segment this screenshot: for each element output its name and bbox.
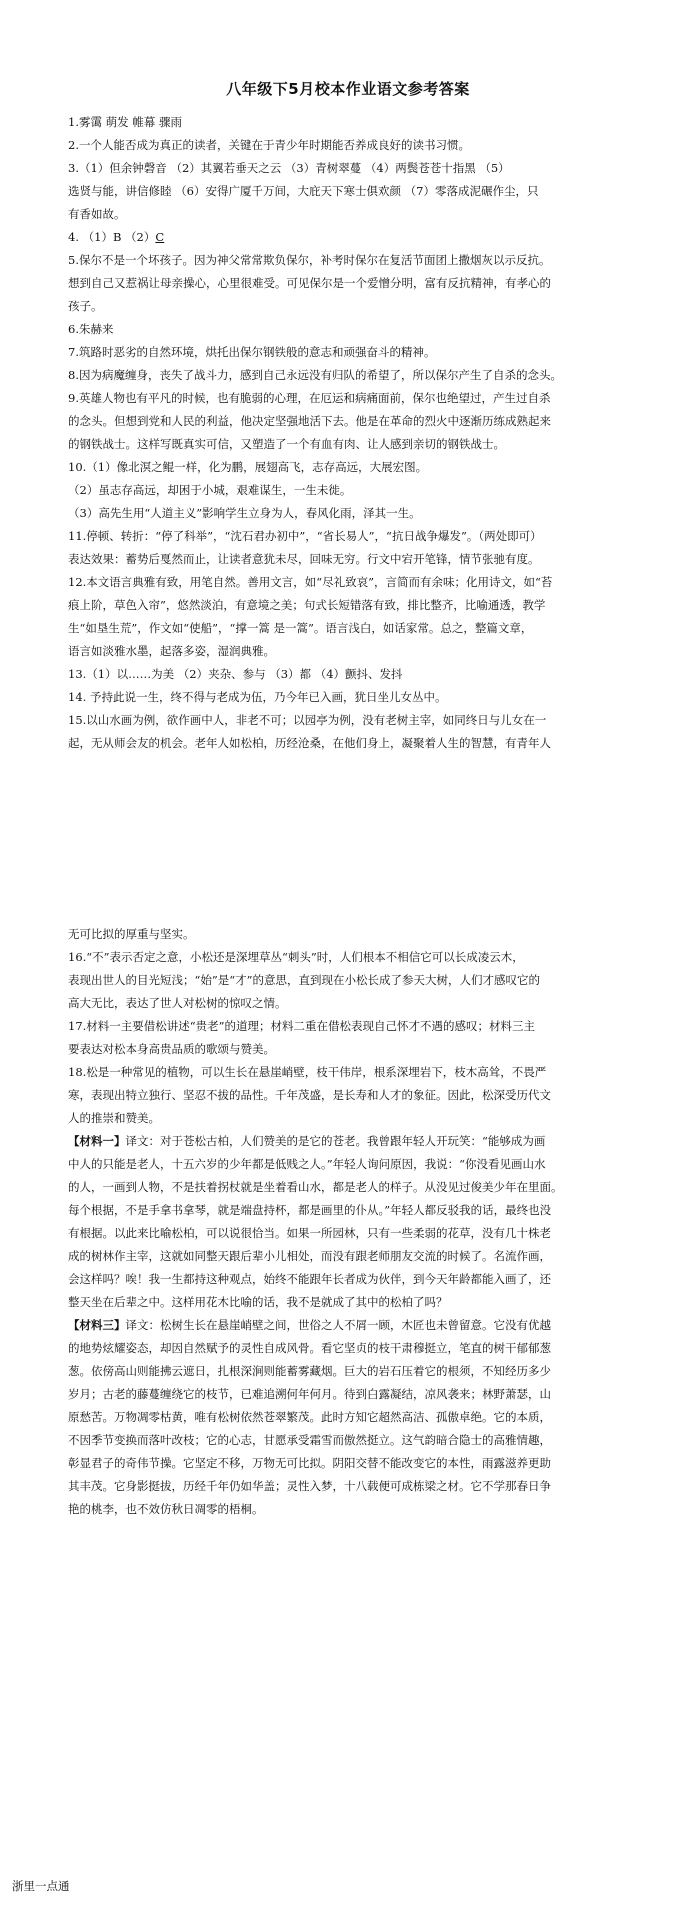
answer-15-line-1: 15.以山水画为例，欲作画中人，非老不可；以园亭为例，没有老树主宰，如同终日与儿女在一 xyxy=(68,713,547,727)
material-1-line-3: 的人，一画到人物，不是扶着拐杖就是坐着看山水，都是老人的样子。从没见过俊美少年在里面。 xyxy=(68,1180,563,1194)
answer-12-line-2: 痕上阶，草色入帘”，悠然淡泊，有意境之美；句式长短错落有致，排比整齐，比喻通透，教学 xyxy=(68,598,546,612)
answer-12-line-1: 12.本文语言典雅有致，用笔自然。善用文言，如“尽礼致哀”，言简而有余味；化用诗文，如“苔 xyxy=(68,575,553,589)
answer-10-line-1: 10.（1）像北溟之鲲一样，化为鹏，展翅高飞，志存高远，大展宏图。 xyxy=(68,460,428,474)
answer-11-line-2: 表达效果：蓄势后戛然而止，让读者意犹未尽，回味无穷。行文中宕开笔锋，情节张驰有度。 xyxy=(68,552,540,566)
answer-9-line-3: 的钢铁战士。这样写既真实可信，又塑造了一个有血有肉、让人感到亲切的钢铁战士。 xyxy=(68,437,505,451)
answer-9-line-1: 9.英雄人物也有平凡的时候，也有脆弱的心理，在厄运和病痛面前，保尔也绝望过，产生过自杀 xyxy=(68,391,551,405)
answer-8: 8.因为病魔缠身，丧失了战斗力，感到自己永远没有归队的希望了，所以保尔产生了自杀的念头。 xyxy=(68,368,562,382)
material-3-line-2: 的地势炫耀姿态，却因自然赋予的灵性自成风骨。看它坚贞的枝干肃穆挺立，笔直的树干郁郁葱 xyxy=(68,1341,551,1355)
answer-4-prefix: 4. （1）B （2） xyxy=(68,230,156,244)
material-1-text: 译文：对于苍松古柏，人们赞美的是它的苍老。我曾跟年轻人开玩笑：“能够成为画 xyxy=(125,1134,546,1148)
material-3-label: 【材料三】 xyxy=(68,1318,126,1332)
material-3-line-4: 岁月；古老的藤蔓缠绕它的枝节，已难追溯何年何月。待到白露凝结，凉风袭来；林野萧瑟，山 xyxy=(68,1387,551,1401)
material-3-text: 译文：松树生长在悬崖峭壁之间，世俗之人不屑一顾，木匠也未曾留意。它没有优越 xyxy=(125,1318,551,1332)
answer-5-line-2: 想到自己又惹祸让母亲操心，心里很难受。可见保尔是一个爱憎分明，富有反抗精神，有孝心的 xyxy=(68,276,551,290)
material-3-line-3: 葱。依傍高山则能拂云遮日，扎根深涧则能蓄雾藏烟。巨大的岩石压着它的根须，不知经历多少 xyxy=(68,1364,551,1378)
answer-sheet xyxy=(68,78,628,1521)
material-1-line-1 xyxy=(68,1130,628,1153)
material-3-line-1 xyxy=(68,1314,628,1337)
answer-10-line-2: （2）虽志存高远，却困于小城，艰难谋生，一生未徙。 xyxy=(68,483,352,497)
answer-18-line-2: 寒，表现出特立独行、坚忍不拔的品性。千年茂盛，是长寿和人才的象征。因此，松深受历代文 xyxy=(68,1088,551,1102)
material-3-line-9: 艳的桃李，也不效仿秋日凋零的梧桐。 xyxy=(68,1502,264,1516)
answer-4 xyxy=(68,226,628,249)
answer-10-line-3: （3）高先生用“人道主义”影响学生立身为人，春风化雨，泽其一生。 xyxy=(68,506,421,520)
answer-1: 1.雾霭 萌发 帷幕 骤雨 xyxy=(68,115,182,129)
answer-7: 7.筑路时恶劣的自然环境，烘托出保尔钢铁般的意志和顽强奋斗的精神。 xyxy=(68,345,436,359)
answer-4-choice: C xyxy=(155,230,165,244)
material-1-label: 【材料一】 xyxy=(68,1134,126,1148)
answer-18-line-3: 人的推崇和赞美。 xyxy=(68,1111,160,1125)
footer-watermark: 浙里一点通 xyxy=(12,1879,70,1893)
material-1-line-2: 中人的只能是老人，十五六岁的少年都是低贱之人。”年轻人询问原因，我说：“你没看见画山水 xyxy=(68,1157,546,1171)
answer-11-line-1: 11.停顿、转折：“停了科举”，“沈石君办初中”，“省长易人”，“抗日战争爆发”。（两处即可） xyxy=(68,529,542,543)
material-1-line-5: 有根据。以此来比喻松柏，可以说很恰当。如果一所园林，只有一些柔弱的花草，没有几十株老 xyxy=(68,1226,551,1240)
answer-15-line-2: 起，无从师会友的机会。老年人如松柏，历经沧桑，在他们身上，凝聚着人生的智慧，有青年人 xyxy=(68,736,551,750)
answer-5-line-3: 孩子。 xyxy=(68,299,103,313)
answer-3-line-2: 选贤与能，讲信修睦 （6）安得广厦千万间，大庇天下寒士俱欢颜 （7）零落成泥碾作尘，只 xyxy=(68,184,539,198)
material-3-line-6: 不因季节变换而落叶改枝；它的心志，甘愿承受霜雪而傲然挺立。这气韵暗合隐士的高雅情趣， xyxy=(68,1433,551,1447)
answer-5-line-1: 5.保尔不是一个坏孩子。因为神父常常欺负保尔，补考时保尔在复活节面团上撒烟灰以示反抗。 xyxy=(68,253,551,267)
material-3-line-7: 彰显君子的奇伟节操。它坚定不移，万物无可比拟。阴阳交替不能改变它的本性，雨露滋养更助 xyxy=(68,1456,551,1470)
answer-18-line-1: 18.松是一种常见的植物，可以生长在悬崖峭壁，枝干伟岸，根系深埋岩下，枝木高耸，不畏严 xyxy=(68,1065,547,1079)
answer-9-line-2: 的念头。但想到党和人民的利益，他决定坚强地活下去。他是在革命的烈火中逐渐历练成熟起来 xyxy=(68,414,551,428)
answer-17-line-1: 17.材料一主要借松讲述“贵老”的道理；材料二重在借松表现自己怀才不遇的感叹；材料三主 xyxy=(68,1019,536,1033)
answer-14: 14. 予持此说一生，终不得与老成为伍，乃今年已入画，犹日坐儿女丛中。 xyxy=(68,690,447,704)
answer-3-line-3: 有香如故。 xyxy=(68,207,126,221)
material-1-line-8: 整天坐在后辈之中。这样用花木比喻的话，我不是就成了其中的松柏了吗？ xyxy=(68,1295,448,1309)
answer-16-line-1: 16.“不”表示否定之意，小松还是深埋草丛“刺头”时，人们根本不相信它可以长成凌云木， xyxy=(68,950,524,964)
material-3-line-5: 原愁苦。万物凋零枯黄，唯有松树依然苍翠繁茂。此时方知它超然高洁、孤傲卓绝。它的本质， xyxy=(68,1410,551,1424)
answer-3-line-1: 3.（1）但余钟磬音 （2）其翼若垂天之云 （3）青树翠蔓 （4）两鬓苍苍十指黑 （5） xyxy=(68,161,510,175)
material-3-line-8: 其丰茂。它身影挺拔，历经千年仍如华盖；灵性入梦，十八载便可成栋梁之材。它不学那春日争 xyxy=(68,1479,551,1493)
material-1-line-7: 会这样吗？唉！我一生都持这种观点，始终不能跟年长者成为伙伴，到今天年龄都能入画了，还 xyxy=(68,1272,551,1286)
blank-space xyxy=(68,755,628,923)
material-1-line-4: 每个根据，不是手拿书拿琴，就是端盘持杯，都是画里的仆从。”年轻人都反驳我的话，最终也没 xyxy=(68,1203,552,1217)
answer-16-line-2: 表现出世人的目光短浅；“始”是“才”的意思，直到现在小松长成了参天大树，人们才感叹它的 xyxy=(68,973,541,987)
answer-12-line-4: 语言如淡雅水墨，起落多姿，湿润典雅。 xyxy=(68,644,275,658)
answer-2: 2.一个人能否成为真正的读者，关键在于青少年时期能否养成良好的读书习惯。 xyxy=(68,138,470,152)
answer-12-line-3: 生“如垦生荒”，作文如“使船”，“撑一篙 是一篙”。语言浅白，如话家常。总之，整篇文章， xyxy=(68,621,533,635)
answer-13: 13.（1）以……为美 （2）夹杂、参与 （3）都 （4）颤抖、发抖 xyxy=(68,667,403,681)
answer-15-line-3: 无可比拟的厚重与坚实。 xyxy=(68,927,195,941)
material-1-line-6: 成的树林作主宰，这就如同整天跟后辈小儿相处，而没有跟老师朋友交流的时候了。名流作画， xyxy=(68,1249,551,1263)
answer-6: 6.朱赫来 xyxy=(68,322,114,336)
answer-17-line-2: 要表达对松本身高贵品质的歌颂与赞美。 xyxy=(68,1042,275,1056)
answer-16-line-3: 高大无比，表达了世人对松树的惊叹之情。 xyxy=(68,996,287,1010)
page-title: 八年级下5月校本作业语文参考答案 xyxy=(226,80,470,98)
